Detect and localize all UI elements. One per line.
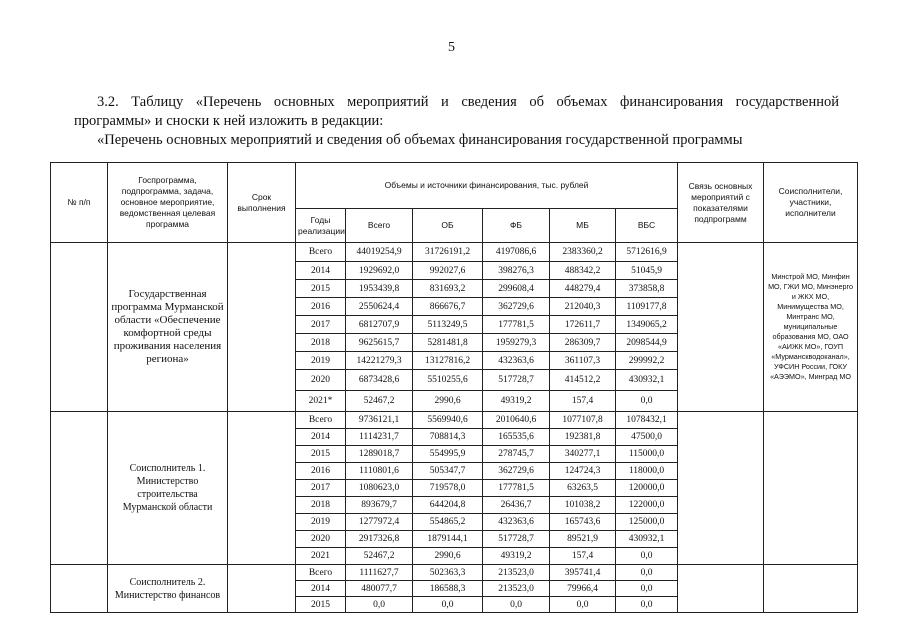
- cell-mb: 89521,9: [550, 531, 616, 548]
- cell-total: 2550624,4: [346, 298, 413, 316]
- cell-vbs: 51045,9: [616, 262, 678, 280]
- term-cell: [228, 565, 296, 613]
- cell-fb: 362729,6: [483, 298, 550, 316]
- header-link: Связь основных мероприятий с показателями подпрограмм: [678, 163, 764, 243]
- cell-vbs: 5712616,9: [616, 243, 678, 262]
- link-cell: [678, 412, 764, 565]
- cell-total: 44019254,9: [346, 243, 413, 262]
- cell-fb: 213523,0: [483, 581, 550, 597]
- row-number-cell: [51, 243, 108, 412]
- cell-year: 2014: [296, 429, 346, 446]
- cell-total: 1111627,7: [346, 565, 413, 581]
- cell-mb: 124724,3: [550, 463, 616, 480]
- cell-mb: 79966,4: [550, 581, 616, 597]
- cell-vbs: 0,0: [616, 581, 678, 597]
- cell-year: Всего: [296, 412, 346, 429]
- cell-year: 2017: [296, 480, 346, 497]
- cell-mb: 488342,2: [550, 262, 616, 280]
- cell-mb: 448279,4: [550, 280, 616, 298]
- row-number-cell: [51, 412, 108, 565]
- cell-ob: 831693,2: [413, 280, 483, 298]
- cell-year: 2020: [296, 531, 346, 548]
- cell-vbs: 430932,1: [616, 531, 678, 548]
- cell-fb: 362729,6: [483, 463, 550, 480]
- cell-mb: 414512,2: [550, 370, 616, 391]
- cell-total: 52467,2: [346, 391, 413, 412]
- cell-ob: 992027,6: [413, 262, 483, 280]
- cell-year: 2017: [296, 316, 346, 334]
- cell-mb: 192381,8: [550, 429, 616, 446]
- cell-fb: 49319,2: [483, 391, 550, 412]
- cell-total: 1114231,7: [346, 429, 413, 446]
- cell-mb: 395741,4: [550, 565, 616, 581]
- table-row: [51, 565, 858, 581]
- cell-mb: 212040,3: [550, 298, 616, 316]
- cell-ob: 708814,3: [413, 429, 483, 446]
- cell-mb: 0,0: [550, 597, 616, 613]
- cell-year: 2014: [296, 581, 346, 597]
- header-num: № п/п: [51, 163, 108, 243]
- cell-ob: 13127816,2: [413, 352, 483, 370]
- header-mb: МБ: [550, 209, 616, 243]
- term-cell: [228, 412, 296, 565]
- cell-year: 2018: [296, 334, 346, 352]
- cell-vbs: 0,0: [616, 565, 678, 581]
- cell-vbs: 1078432,1: [616, 412, 678, 429]
- cell-vbs: 120000,0: [616, 480, 678, 497]
- cell-total: 9736121,1: [346, 412, 413, 429]
- cell-ob: 502363,3: [413, 565, 483, 581]
- cell-fb: 177781,5: [483, 316, 550, 334]
- cell-mb: 172611,7: [550, 316, 616, 334]
- cell-total: 0,0: [346, 597, 413, 613]
- cell-ob: 505347,7: [413, 463, 483, 480]
- cell-ob: 5281481,8: [413, 334, 483, 352]
- cell-ob: 0,0: [413, 597, 483, 613]
- link-cell: [678, 243, 764, 412]
- cell-year: 2021: [296, 548, 346, 565]
- cell-fb: 165535,6: [483, 429, 550, 446]
- cell-year: 2018: [296, 497, 346, 514]
- cell-fb: 517728,7: [483, 531, 550, 548]
- cell-ob: 31726191,2: [413, 243, 483, 262]
- cell-total: 52467,2: [346, 548, 413, 565]
- row-number-cell: [51, 565, 108, 613]
- cell-total: 1289018,7: [346, 446, 413, 463]
- cell-total: 14221279,3: [346, 352, 413, 370]
- cell-mb: 1077107,8: [550, 412, 616, 429]
- coexecutors-cell: [764, 565, 858, 613]
- cell-year: 2016: [296, 298, 346, 316]
- header-fb: ФБ: [483, 209, 550, 243]
- cell-vbs: 2098544,9: [616, 334, 678, 352]
- cell-year: 2019: [296, 514, 346, 531]
- cell-year: 2020: [296, 370, 346, 391]
- table-row: [51, 243, 858, 262]
- cell-year: 2015: [296, 597, 346, 613]
- cell-vbs: 373858,8: [616, 280, 678, 298]
- cell-ob: 186588,3: [413, 581, 483, 597]
- cell-ob: 5113249,5: [413, 316, 483, 334]
- cell-ob: 1879144,1: [413, 531, 483, 548]
- cell-ob: 5569940,6: [413, 412, 483, 429]
- cell-mb: 101038,2: [550, 497, 616, 514]
- cell-mb: 157,4: [550, 391, 616, 412]
- cell-vbs: 47500,0: [616, 429, 678, 446]
- cell-fb: 213523,0: [483, 565, 550, 581]
- cell-vbs: 1109177,8: [616, 298, 678, 316]
- header-total: Всего: [346, 209, 413, 243]
- cell-fb: 398276,3: [483, 262, 550, 280]
- cell-year: 2015: [296, 280, 346, 298]
- header-program: Госпрограмма, подпрограмма, задача, основное мероприятие, ведомственная целевая программа: [108, 163, 228, 243]
- cell-vbs: 1349065,2: [616, 316, 678, 334]
- link-cell: [678, 565, 764, 613]
- cell-total: 1929692,0: [346, 262, 413, 280]
- cell-year: Всего: [296, 243, 346, 262]
- section3-title: Соисполнитель 2. Министерство финансов: [108, 565, 228, 613]
- cell-vbs: 0,0: [616, 391, 678, 412]
- cell-year: 2016: [296, 463, 346, 480]
- cell-fb: 2010640,6: [483, 412, 550, 429]
- cell-fb: 1959279,3: [483, 334, 550, 352]
- cell-year: 2019: [296, 352, 346, 370]
- coexecutors-cell: [764, 412, 858, 565]
- table-title: «Перечень основных мероприятий и сведения об объемах финансирования государственной программы: [97, 132, 743, 148]
- cell-total: 1953439,8: [346, 280, 413, 298]
- cell-mb: 165743,6: [550, 514, 616, 531]
- cell-vbs: 299992,2: [616, 352, 678, 370]
- cell-total: 1080623,0: [346, 480, 413, 497]
- cell-total: 1277972,4: [346, 514, 413, 531]
- cell-fb: 4197086,6: [483, 243, 550, 262]
- section2-title: Соисполнитель 1. Министерство строительства Мурманской области: [108, 412, 228, 565]
- financing-table: [50, 162, 858, 613]
- cell-year: 2021*: [296, 391, 346, 412]
- cell-fb: 432363,6: [483, 514, 550, 531]
- header-ob: ОБ: [413, 209, 483, 243]
- header-coexec: Соисполнители, участники, исполнители: [764, 163, 858, 243]
- table-body: [51, 243, 858, 613]
- cell-total: 893679,7: [346, 497, 413, 514]
- cell-fb: 432363,6: [483, 352, 550, 370]
- cell-vbs: 0,0: [616, 548, 678, 565]
- cell-total: 1110801,6: [346, 463, 413, 480]
- header-term: Срок выполнения: [228, 163, 296, 243]
- term-cell: [228, 243, 296, 412]
- cell-fb: 26436,7: [483, 497, 550, 514]
- page-number: 5: [448, 40, 455, 55]
- cell-mb: 2383360,2: [550, 243, 616, 262]
- cell-year: 2015: [296, 446, 346, 463]
- cell-ob: 719578,0: [413, 480, 483, 497]
- cell-fb: 517728,7: [483, 370, 550, 391]
- cell-ob: 644204,8: [413, 497, 483, 514]
- cell-vbs: 0,0: [616, 597, 678, 613]
- cell-ob: 554865,2: [413, 514, 483, 531]
- cell-total: 2917326,8: [346, 531, 413, 548]
- cell-vbs: 118000,0: [616, 463, 678, 480]
- cell-ob: 2990,6: [413, 548, 483, 565]
- header-years: Годы реализации: [296, 209, 346, 243]
- cell-mb: 286309,7: [550, 334, 616, 352]
- cell-mb: 340277,1: [550, 446, 616, 463]
- cell-fb: 278745,7: [483, 446, 550, 463]
- table-row: [51, 412, 858, 429]
- cell-ob: 866676,7: [413, 298, 483, 316]
- cell-fb: 49319,2: [483, 548, 550, 565]
- cell-fb: 0,0: [483, 597, 550, 613]
- cell-total: 9625615,7: [346, 334, 413, 352]
- cell-fb: 177781,5: [483, 480, 550, 497]
- cell-ob: 5510255,6: [413, 370, 483, 391]
- cell-vbs: 125000,0: [616, 514, 678, 531]
- cell-mb: 63263,5: [550, 480, 616, 497]
- intro-line-1: 3.2. Таблицу «Перечень основных мероприятий и сведения об объемах финансирования государственной: [97, 94, 839, 110]
- intro-line-2: программы» и сноски к ней изложить в редакции:: [74, 113, 384, 129]
- cell-ob: 2990,6: [413, 391, 483, 412]
- cell-vbs: 430932,1: [616, 370, 678, 391]
- cell-ob: 554995,9: [413, 446, 483, 463]
- cell-year: Всего: [296, 565, 346, 581]
- cell-total: 6873428,6: [346, 370, 413, 391]
- cell-year: 2014: [296, 262, 346, 280]
- cell-vbs: 115000,0: [616, 446, 678, 463]
- cell-mb: 361107,3: [550, 352, 616, 370]
- cell-fb: 299608,4: [483, 280, 550, 298]
- section1-title: Государственная программа Мурманской области «Обеспечение комфортной среды проживания населения региона»: [108, 243, 228, 412]
- cell-total: 6812707,9: [346, 316, 413, 334]
- cell-total: 480077,7: [346, 581, 413, 597]
- cell-vbs: 122000,0: [616, 497, 678, 514]
- header-financing: Объемы и источники финансирования, тыс. рублей: [296, 163, 678, 209]
- coexecutors-cell: Минстрой МО, Минфин МО, ГЖИ МО, Минэнерго и ЖКХ МО, Минимущества МО, Минтранс МО, муниципальные образования МО, ОАО «АИЖК МО», ГОУП «Мурманскводоканал», УФСИН России, ГОКУ «АЭЭМО», Минград МО: [764, 243, 858, 412]
- cell-mb: 157,4: [550, 548, 616, 565]
- header-vbs: ВБС: [616, 209, 678, 243]
